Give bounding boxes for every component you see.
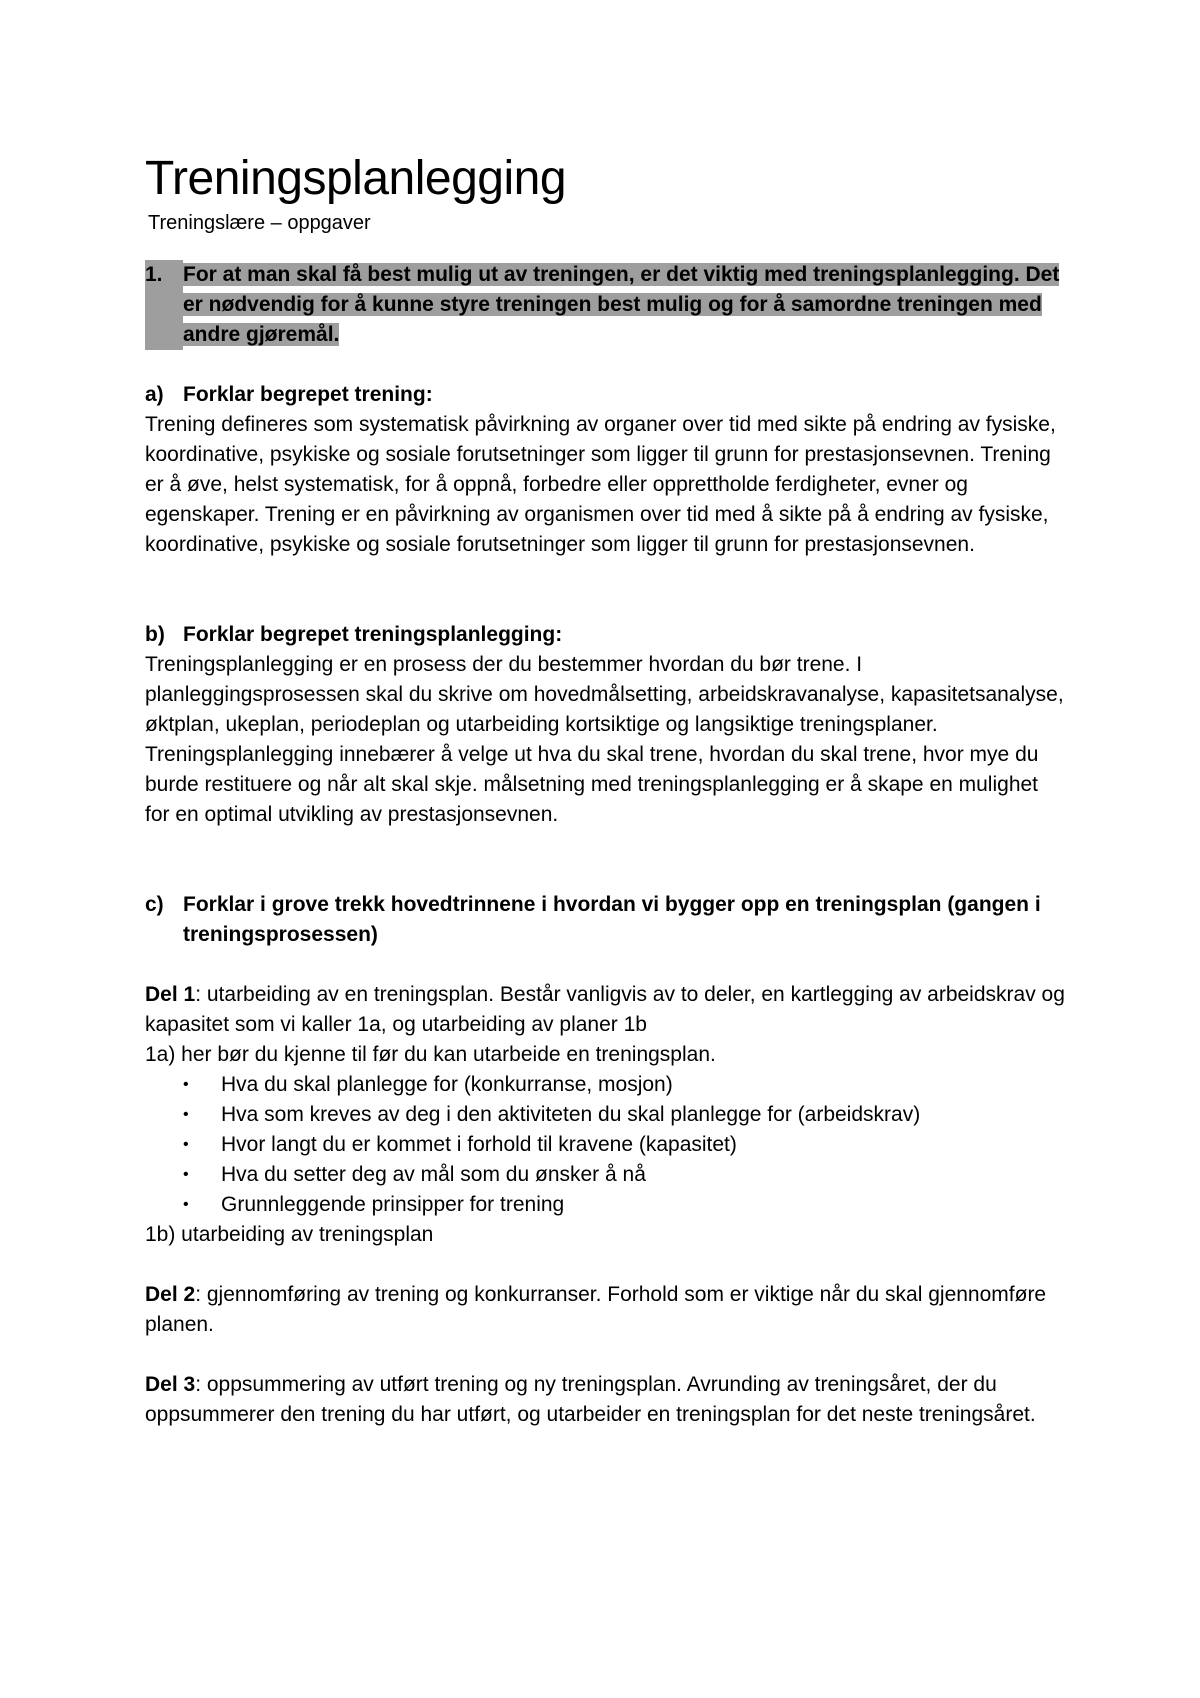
list-item: • Hva du setter deg av mål som du ønsker å nå <box>183 1160 1065 1190</box>
part-a-heading-text: Forklar begrepet trening: <box>183 383 433 406</box>
list-item: • Grunnleggende prinsipper for trening <box>183 1190 1065 1220</box>
part-c-heading-text: Forklar i grove trekk hovedtrinnene i hvordan vi bygger opp en treningsplan (gangen i treningsprosessen) <box>183 893 1041 946</box>
part-b-heading <box>145 620 1065 650</box>
part-c-label: c) <box>145 893 164 916</box>
page-subtitle: Treningslære – oppgaver <box>148 212 371 234</box>
bullet-icon: • <box>183 1166 189 1183</box>
page-title: Treningsplanlegging <box>145 152 567 205</box>
requirements-list <box>145 1070 1065 1220</box>
del-1-label: Del 1 <box>145 983 196 1006</box>
list-item: • Hva som kreves av deg i den aktiviteten du skal planlegge for (arbeidskrav) <box>183 1100 1065 1130</box>
del-1-text: : utarbeiding av en treningsplan. Består vanligvis av to deler, en kartlegging av arbeidskrav og kapasitet som vi kaller 1a, og utarbeiding av planer 1b <box>145 983 1065 1036</box>
line-1a: 1a) her bør du kjenne til før du kan utarbeide en treningsplan. <box>145 1043 716 1066</box>
part-b-heading-text: Forklar begrepet treningsplanlegging: <box>183 623 563 646</box>
del-2-label: Del 2 <box>145 1283 196 1306</box>
bullet-icon: • <box>183 1106 189 1123</box>
line-1b: 1b) utarbeiding av treningsplan <box>145 1223 434 1246</box>
part-b-label: b) <box>145 623 165 646</box>
part-c-heading <box>145 890 1065 950</box>
part-a-answer: Trening defineres som systematisk påvirkning av organer over tid med sikte på endring av fysiske, koordinative, psykiske og sosiale forutsetninger som ligger til grunn for prestasjonsevnen. Trening er å øve, helst systematisk, for å oppnå, forbedre eller opprettholde ferdigheter, evner og egenskaper. Trening er en påvirkning av organismen over tid med å sikte på å endring av fysiske, koordinative, psykiske og sosiale forutsetninger som ligger til grunn for prestasjonsevnen. <box>145 413 1056 556</box>
list-item: • Hvor langt du er kommet i forhold til kravene (kapasitet) <box>183 1130 1065 1160</box>
bullet-icon: • <box>183 1196 189 1213</box>
bullet-icon: • <box>183 1076 189 1093</box>
question-1 <box>145 260 1065 350</box>
del-3-label: Del 3 <box>145 1373 196 1396</box>
del-1-paragraph <box>145 980 1065 1040</box>
document-content <box>145 150 1065 1430</box>
part-a-heading <box>145 380 1065 410</box>
part-b-answer: Treningsplanlegging er en prosess der du bestemmer hvordan du bør trene. I planleggingsprosessen skal du skrive om hovedmålsetting, arbeidskravanalyse, kapasitetsanalyse, øktplan, ukeplan, periodeplan og utarbeiding kortsiktige og langsiktige treningsplaner. Treningsplanlegging innebærer å velge ut hva du skal trene, hvordan du skal trene, hvor mye du burde restituere og når alt skal skje. målsetning med treningsplanlegging er å skape en mulighet for en optimal utvikling av prestasjonsevnen. <box>145 653 1064 826</box>
del-3-paragraph <box>145 1370 1065 1430</box>
del-3-text: : oppsummering av utført trening og ny treningsplan. Avrunding av treningsåret, der du oppsummerer den trening du har utført, og utarbeider en treningsplan for det neste treningsåret. <box>145 1373 1036 1426</box>
question-1-text: For at man skal få best mulig ut av treningen, er det viktig med treningsplanlegging. Det er nødvendig for å kunne styre treningen best mulig og for å samordne treningen med andre gjøremål. <box>183 263 1060 346</box>
list-item: • Hva du skal planlegge for (konkurranse, mosjon) <box>183 1070 1065 1100</box>
part-a-label: a) <box>145 383 164 406</box>
del-2-text: : gjennomføring av trening og konkurranser. Forhold som er viktige når du skal gjennomføre planen. <box>145 1283 1047 1336</box>
bullet-icon: • <box>183 1136 189 1153</box>
del-2-paragraph <box>145 1280 1065 1340</box>
question-1-number: 1. <box>145 260 183 350</box>
